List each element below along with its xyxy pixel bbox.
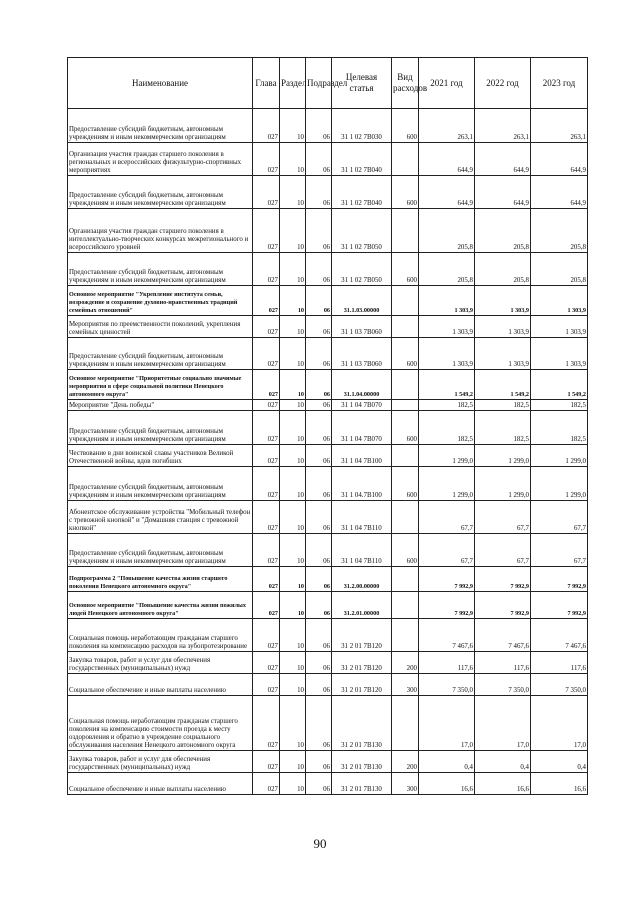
row-section-cell: 10 [280, 619, 306, 652]
row-target-article-cell: 31 1 02 7В050 [332, 209, 392, 253]
table-row [68, 696, 588, 751]
row-name-cell: Социальная помощь неработающим гражданам старшего поколения на компенсацию расходов на зубопротезирование [68, 619, 253, 652]
row-2022-cell: 1 303,9 [475, 338, 531, 370]
row-name-cell: Основное мероприятие "Повышение качества жизни пожилых людей Ненецкого автономного округа" [68, 592, 253, 619]
row-expense-type-cell [392, 286, 419, 316]
row-target-article-cell: 31 1 04 7В100 [332, 445, 392, 467]
table-row [68, 652, 588, 674]
row-section-cell: 10 [280, 773, 306, 795]
row-target-article-cell: 31 2 01 7В120 [332, 652, 392, 674]
row-chapter-cell: 027 [253, 286, 280, 316]
row-target-article-cell: 31 1 02 7В040 [332, 143, 392, 176]
row-target-article-cell: 31 2 01 7В120 [332, 674, 392, 696]
table-row [68, 674, 588, 696]
row-subsection-cell: 06 [306, 411, 332, 445]
row-expense-type-cell [392, 592, 419, 619]
row-expense-type-cell [392, 501, 419, 534]
row-2022-cell: 644,9 [475, 143, 531, 176]
header-subsection: Подраздел [306, 58, 332, 109]
row-2022-cell: 16,6 [475, 773, 531, 795]
row-2021-cell: 205,8 [419, 209, 475, 253]
table-row [68, 400, 588, 411]
row-expense-type-cell [392, 696, 419, 751]
row-2021-cell: 16,6 [419, 773, 475, 795]
row-section-cell: 10 [280, 696, 306, 751]
row-subsection-cell: 06 [306, 286, 332, 316]
row-chapter-cell: 027 [253, 592, 280, 619]
row-subsection-cell: 06 [306, 209, 332, 253]
row-2023-cell: 644,9 [531, 176, 588, 209]
row-expense-type-cell: 600 [392, 411, 419, 445]
row-section-cell: 10 [280, 109, 306, 143]
header-name: Наименование [68, 58, 253, 109]
row-target-article-cell: 31 1 04 7В070 [332, 400, 392, 411]
row-target-article-cell: 31 2 01 7В130 [332, 696, 392, 751]
row-expense-type-cell [392, 316, 419, 338]
row-name-cell: Мероприятие "День победы" [68, 400, 253, 411]
row-name-cell: Организация участия граждан старшего поколения в интеллектуально-творческих конкурсах межрегионального и всероссийского уровней [68, 209, 253, 253]
row-expense-type-cell: 600 [392, 176, 419, 209]
row-2021-cell: 1 303,9 [419, 316, 475, 338]
page-number: 90 [313, 836, 327, 851]
row-chapter-cell: 027 [253, 176, 280, 209]
row-subsection-cell: 06 [306, 370, 332, 400]
row-2021-cell: 1 303,9 [419, 286, 475, 316]
row-expense-type-cell [392, 619, 419, 652]
table-row [68, 773, 588, 795]
table-row [68, 445, 588, 467]
row-section-cell: 10 [280, 370, 306, 400]
row-2023-cell: 182,5 [531, 411, 588, 445]
table-row [68, 316, 588, 338]
row-section-cell: 10 [280, 411, 306, 445]
row-2021-cell: 17,0 [419, 696, 475, 751]
row-name-cell: Социальное обеспечение и иные выплаты населению [68, 674, 253, 696]
table-row [68, 534, 588, 567]
row-subsection-cell: 06 [306, 674, 332, 696]
row-chapter-cell: 027 [253, 696, 280, 751]
table-body [68, 109, 588, 795]
row-2022-cell: 263,1 [475, 109, 531, 143]
row-2023-cell: 117,6 [531, 652, 588, 674]
row-section-cell: 10 [280, 445, 306, 467]
row-subsection-cell: 06 [306, 109, 332, 143]
row-2022-cell: 7 992,9 [475, 592, 531, 619]
table-row [68, 619, 588, 652]
budget-table [67, 57, 588, 795]
row-2022-cell: 17,0 [475, 696, 531, 751]
row-chapter-cell: 027 [253, 316, 280, 338]
row-expense-type-cell: 300 [392, 773, 419, 795]
row-2023-cell: 7 467,6 [531, 619, 588, 652]
row-name-cell: Предоставление субсидий бюджетным, автономным учреждениям и иным некоммерческим организациям [68, 176, 253, 209]
row-chapter-cell: 027 [253, 209, 280, 253]
row-2023-cell: 7 992,9 [531, 567, 588, 592]
row-2021-cell: 7 992,9 [419, 592, 475, 619]
row-2023-cell: 263,1 [531, 109, 588, 143]
row-name-cell: Закупка товаров, работ и услуг для обеспечения государственных (муниципальных) нужд [68, 652, 253, 674]
row-expense-type-cell [392, 209, 419, 253]
row-subsection-cell: 06 [306, 176, 332, 209]
row-expense-type-cell: 200 [392, 652, 419, 674]
row-chapter-cell: 027 [253, 751, 280, 773]
row-name-cell: Предоставление субсидий бюджетным, автономным учреждениям и иным некоммерческим организациям [68, 411, 253, 445]
row-target-article-cell: 31 2 01 7В130 [332, 773, 392, 795]
row-name-cell: Мероприятия по преемственности поколений, укрепления семейных ценностей [68, 316, 253, 338]
row-name-cell: Социальное обеспечение и иные выплаты населению [68, 773, 253, 795]
row-name-cell: Социальная помощь неработающим гражданам старшего поколения на компенсацию стоимости проезда к месту оздоровления и обратно в учреждение социального обслуживания населения Ненецкого автономного округа [68, 696, 253, 751]
row-2022-cell: 205,8 [475, 253, 531, 286]
table-row [68, 567, 588, 592]
row-name-cell: Предоставление субсидий бюджетным, автономным учреждениям и иным некоммерческим организациям [68, 109, 253, 143]
row-2021-cell: 7 350,0 [419, 674, 475, 696]
row-section-cell: 10 [280, 534, 306, 567]
row-2023-cell: 16,6 [531, 773, 588, 795]
row-2021-cell: 1 549,2 [419, 370, 475, 400]
row-section-cell: 10 [280, 286, 306, 316]
table-row [68, 109, 588, 143]
row-2021-cell: 182,5 [419, 411, 475, 445]
row-target-article-cell: 31 1 03 7В060 [332, 338, 392, 370]
row-2022-cell: 1 299,0 [475, 467, 531, 501]
table-row [68, 209, 588, 253]
row-2021-cell: 117,6 [419, 652, 475, 674]
row-section-cell: 10 [280, 400, 306, 411]
row-2021-cell: 644,9 [419, 143, 475, 176]
row-section-cell: 10 [280, 143, 306, 176]
row-name-cell: Подпрограмма 2 "Повышение качества жизни старшего поколения Ненецкого автономного округа" [68, 567, 253, 592]
row-2021-cell: 7 992,9 [419, 567, 475, 592]
table-row [68, 592, 588, 619]
row-2022-cell: 182,5 [475, 411, 531, 445]
row-target-article-cell: 31 1 04 7В110 [332, 501, 392, 534]
row-2021-cell: 0,4 [419, 751, 475, 773]
row-chapter-cell: 027 [253, 143, 280, 176]
row-2023-cell: 1 549,2 [531, 370, 588, 400]
row-target-article-cell: 31 2 01 7В120 [332, 619, 392, 652]
row-2023-cell: 1 303,9 [531, 286, 588, 316]
row-expense-type-cell: 600 [392, 253, 419, 286]
row-target-article-cell: 31.1.04.00000 [332, 370, 392, 400]
row-subsection-cell: 06 [306, 534, 332, 567]
row-name-cell: Предоставление субсидий бюджетным, автономным учреждениям и иным некоммерческим организациям [68, 338, 253, 370]
row-chapter-cell: 027 [253, 370, 280, 400]
table-row [68, 370, 588, 400]
header-target-article: Целевая статья [332, 58, 392, 109]
row-name-cell: Основное мероприятие "Приоритетные социально значимые мероприятия в сфере социальной политики Ненецкого автономного округа" [68, 370, 253, 400]
row-section-cell: 10 [280, 751, 306, 773]
table-row [68, 467, 588, 501]
row-target-article-cell: 31 1 04 7В070 [332, 411, 392, 445]
row-expense-type-cell: 300 [392, 674, 419, 696]
row-target-article-cell: 31.2.01.00000 [332, 592, 392, 619]
row-chapter-cell: 027 [253, 411, 280, 445]
row-target-article-cell: 31 2 01 7В130 [332, 751, 392, 773]
header-chapter: Глава [253, 58, 280, 109]
row-2022-cell: 0,4 [475, 751, 531, 773]
row-section-cell: 10 [280, 176, 306, 209]
row-expense-type-cell [392, 567, 419, 592]
header-year-2022: 2022 год [475, 58, 531, 109]
row-subsection-cell: 06 [306, 467, 332, 501]
header-year-2021: 2021 год [419, 58, 475, 109]
row-2021-cell: 67,7 [419, 534, 475, 567]
row-2022-cell: 7 992,9 [475, 567, 531, 592]
row-expense-type-cell: 600 [392, 467, 419, 501]
row-expense-type-cell: 200 [392, 751, 419, 773]
row-2022-cell: 205,8 [475, 209, 531, 253]
row-2022-cell: 67,7 [475, 501, 531, 534]
row-2022-cell: 1 299,0 [475, 445, 531, 467]
row-2023-cell: 7 350,0 [531, 674, 588, 696]
row-2023-cell: 7 992,9 [531, 592, 588, 619]
row-subsection-cell: 06 [306, 696, 332, 751]
row-section-cell: 10 [280, 338, 306, 370]
row-chapter-cell: 027 [253, 619, 280, 652]
row-2021-cell: 67,7 [419, 501, 475, 534]
row-2023-cell: 1 299,0 [531, 445, 588, 467]
row-subsection-cell: 06 [306, 316, 332, 338]
row-2022-cell: 1 303,9 [475, 286, 531, 316]
row-name-cell: Предоставление субсидий бюджетным, автономным учреждениям и иным некоммерческим организациям [68, 534, 253, 567]
row-2023-cell: 17,0 [531, 696, 588, 751]
row-name-cell: Предоставление субсидий бюджетным, автономным учреждениям и иным некоммерческим организациям [68, 253, 253, 286]
row-2021-cell: 644,9 [419, 176, 475, 209]
row-2023-cell: 67,7 [531, 501, 588, 534]
row-expense-type-cell [392, 370, 419, 400]
row-2023-cell: 644,9 [531, 143, 588, 176]
table-row [68, 253, 588, 286]
row-2021-cell: 1 299,0 [419, 445, 475, 467]
table-row [68, 286, 588, 316]
row-name-cell: Чествование в дни воинской славы участников Великой Отечественной войны, вдов погибших [68, 445, 253, 467]
row-2023-cell: 1 299,0 [531, 467, 588, 501]
row-target-article-cell: 31.2.00.00000 [332, 567, 392, 592]
row-2022-cell: 1 303,9 [475, 316, 531, 338]
table-row [68, 143, 588, 176]
row-subsection-cell: 06 [306, 592, 332, 619]
row-section-cell: 10 [280, 209, 306, 253]
row-chapter-cell: 027 [253, 338, 280, 370]
header-year-2023: 2023 год [531, 58, 588, 109]
table-row [68, 411, 588, 445]
table-row [68, 176, 588, 209]
row-2021-cell: 182,5 [419, 400, 475, 411]
row-target-article-cell: 31.1.03.00000 [332, 286, 392, 316]
row-target-article-cell: 31 1 02 7В030 [332, 109, 392, 143]
row-chapter-cell: 027 [253, 567, 280, 592]
row-2022-cell: 67,7 [475, 534, 531, 567]
row-section-cell: 10 [280, 501, 306, 534]
row-chapter-cell: 027 [253, 109, 280, 143]
row-target-article-cell: 31 1 02 7В050 [332, 253, 392, 286]
row-chapter-cell: 027 [253, 534, 280, 567]
row-section-cell: 10 [280, 253, 306, 286]
row-2023-cell: 0,4 [531, 751, 588, 773]
table-row [68, 338, 588, 370]
row-expense-type-cell: 600 [392, 534, 419, 567]
row-name-cell: Предоставление субсидий бюджетным, автономным учреждениям и иным некоммерческим организациям [68, 467, 253, 501]
row-subsection-cell: 06 [306, 773, 332, 795]
header-section: Раздел [280, 58, 306, 109]
row-2021-cell: 1 303,9 [419, 338, 475, 370]
row-subsection-cell: 06 [306, 501, 332, 534]
row-chapter-cell: 027 [253, 501, 280, 534]
row-chapter-cell: 027 [253, 253, 280, 286]
row-section-cell: 10 [280, 316, 306, 338]
row-subsection-cell: 06 [306, 143, 332, 176]
row-2023-cell: 67,7 [531, 534, 588, 567]
row-target-article-cell: 31 1 03 7В060 [332, 316, 392, 338]
row-subsection-cell: 06 [306, 400, 332, 411]
row-chapter-cell: 027 [253, 652, 280, 674]
row-section-cell: 10 [280, 567, 306, 592]
row-2023-cell: 1 303,9 [531, 338, 588, 370]
row-chapter-cell: 027 [253, 445, 280, 467]
row-2021-cell: 205,8 [419, 253, 475, 286]
row-chapter-cell: 027 [253, 674, 280, 696]
row-subsection-cell: 06 [306, 253, 332, 286]
row-chapter-cell: 027 [253, 400, 280, 411]
table-header-row [68, 58, 588, 109]
row-name-cell: Основное мероприятие "Укрепление института семьи, возрождение и сохранение духовно-нравственных традиций семейных отношений" [68, 286, 253, 316]
table-row [68, 501, 588, 534]
row-name-cell: Закупка товаров, работ и услуг для обеспечения государственных (муниципальных) нужд [68, 751, 253, 773]
row-subsection-cell: 06 [306, 338, 332, 370]
row-expense-type-cell [392, 445, 419, 467]
row-2022-cell: 7 350,0 [475, 674, 531, 696]
row-target-article-cell: 31 1 04.7В100 [332, 467, 392, 501]
row-2023-cell: 205,8 [531, 209, 588, 253]
row-2022-cell: 644,9 [475, 176, 531, 209]
row-expense-type-cell: 600 [392, 338, 419, 370]
row-2022-cell: 117,6 [475, 652, 531, 674]
row-2021-cell: 263,1 [419, 109, 475, 143]
row-2023-cell: 1 303,9 [531, 316, 588, 338]
row-section-cell: 10 [280, 674, 306, 696]
row-subsection-cell: 06 [306, 445, 332, 467]
row-2023-cell: 182,5 [531, 400, 588, 411]
row-subsection-cell: 06 [306, 619, 332, 652]
row-subsection-cell: 06 [306, 652, 332, 674]
row-chapter-cell: 027 [253, 773, 280, 795]
row-target-article-cell: 31 1 04 7В110 [332, 534, 392, 567]
row-2021-cell: 7 467,6 [419, 619, 475, 652]
row-name-cell: Организация участия граждан старшего поколения в региональных и всероссийских физкультурно-спортивных мероприятиях [68, 143, 253, 176]
row-target-article-cell: 31 1 02 7В040 [332, 176, 392, 209]
table-row [68, 751, 588, 773]
row-chapter-cell: 027 [253, 467, 280, 501]
row-subsection-cell: 06 [306, 567, 332, 592]
row-section-cell: 10 [280, 652, 306, 674]
row-subsection-cell: 06 [306, 751, 332, 773]
row-2021-cell: 1 299,0 [419, 467, 475, 501]
row-expense-type-cell [392, 400, 419, 411]
row-2022-cell: 1 549,2 [475, 370, 531, 400]
row-2022-cell: 7 467,6 [475, 619, 531, 652]
row-name-cell: Абонентское обслуживание устройства "Мобильный телефон с тревожной кнопкой" и "Домашняя станция с тревожной кнопкой" [68, 501, 253, 534]
row-2023-cell: 205,8 [531, 253, 588, 286]
row-expense-type-cell: 600 [392, 109, 419, 143]
row-expense-type-cell [392, 143, 419, 176]
header-expense-type: Вид расходов [392, 58, 419, 109]
row-section-cell: 10 [280, 592, 306, 619]
row-section-cell: 10 [280, 467, 306, 501]
budget-table-sheet [67, 57, 587, 795]
row-2022-cell: 182,5 [475, 400, 531, 411]
